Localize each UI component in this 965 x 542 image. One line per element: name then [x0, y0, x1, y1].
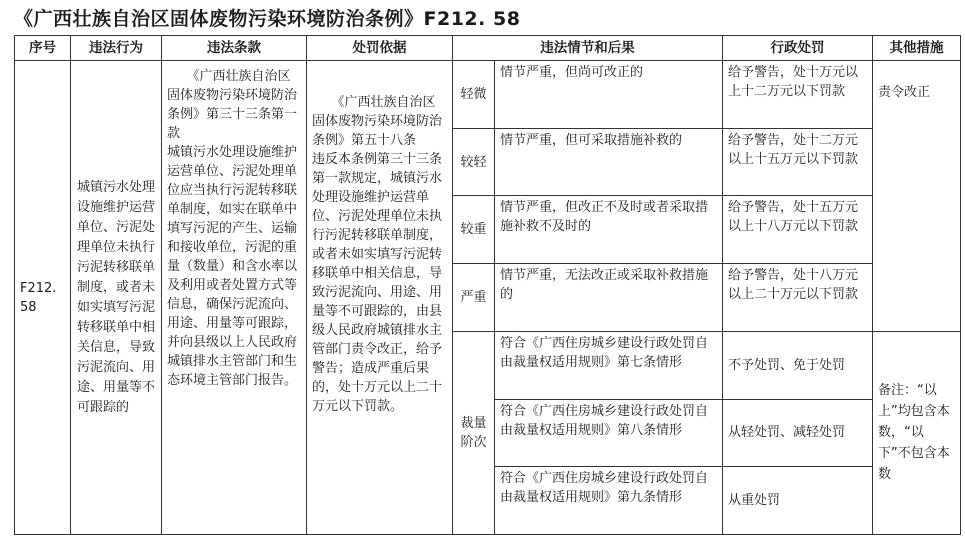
discretion-level-label: 裁量阶次: [453, 331, 495, 534]
level-label: 轻微: [453, 61, 495, 129]
header-circumstance: 违法情节和后果: [453, 36, 723, 61]
header-basis: 处罚依据: [307, 36, 453, 61]
penalty-cell: 给予警告，处十八万元以上二十万元以下罚款: [723, 264, 873, 332]
table-row: [15, 61, 961, 129]
level-label: 较轻: [453, 128, 495, 196]
level-label: 严重: [453, 264, 495, 332]
circumstance-cell: 情节严重，但尚可改正的: [495, 61, 723, 129]
seq-cell: F212. 58: [15, 61, 71, 535]
header-clause: 违法条款: [162, 36, 307, 61]
circumstance-cell: 符合《广西住房城乡建设行政处罚自由裁量权适用规则》第八条情形: [495, 399, 723, 467]
penalty-cell: 从重处罚: [723, 467, 873, 535]
other-measure-cell: 责令改正: [873, 61, 961, 332]
header-behavior: 违法行为: [71, 36, 162, 61]
clause-cell: 《广西壮族自治区固体废物污染环境防治条例》第三十三条第一款 城镇污水处理设施维护运营单位、污泥处理单位应当执行污泥转移联单制度，如实在联单中填写污泥的产生、运输和接收单位，污泥的重量（数量）和含水率以及利用或者处置方式等信息，确保污泥流向、用途、用量等可跟踪，并向县级以上人民政府城镇排水主管部门和生态环境主管部门报告。: [162, 61, 307, 535]
behavior-cell: 城镇污水处理设施维护运营单位、污泥处理单位未执行污泥转移联单制度，或者未如实填写污泥转移联单中相关信息，导致污泥流向、用途、用量等不可跟踪的: [71, 61, 162, 535]
level-label: 较重: [453, 196, 495, 264]
page-title: 《广西壮族自治区固体废物污染环境防治条例》F212. 58: [14, 8, 521, 30]
circumstance-cell: 情节严重，但可采取措施补救的: [495, 128, 723, 196]
penalty-cell: 从轻处罚、减轻处罚: [723, 399, 873, 467]
circumstance-cell: 符合《广西住房城乡建设行政处罚自由裁量权适用规则》第七条情形: [495, 331, 723, 399]
penalty-cell: 不予处罚、免于处罚: [723, 331, 873, 399]
header-seq: 序号: [15, 36, 71, 61]
header-other: 其他措施: [873, 36, 961, 61]
basis-cell: 《广西壮族自治区固体废物污染环境防治条例》第五十八条 违反本条例第三十三条第一款规定，城镇污水处理设施维护运营单位、污泥处理单位未执行污泥转移联单制度，或者未如实填写污泥转移联单中相关信息，导致污泥流向、用途、用量等不可跟踪的，由县级人民政府城镇排水主管部门责令改正，给予警告；造成严重后果的，处十万元以上二十万元以下罚款。: [307, 61, 453, 535]
penalty-cell: 给予警告，处十二万元以上十五万元以下罚款: [723, 128, 873, 196]
penalty-cell: 给予警告，处十五万元以上十八万元以下罚款: [723, 196, 873, 264]
header-penalty: 行政处罚: [723, 36, 873, 61]
penalty-table: [14, 35, 961, 535]
circumstance-cell: 情节严重，无法改正或采取补救措施的: [495, 264, 723, 332]
header-row: [15, 36, 961, 61]
penalty-cell: 给予警告，处十万元以上十二万元以下罚款: [723, 61, 873, 129]
note-cell: 备注：“以上”均包含本数，“以下”不包含本数: [873, 331, 961, 534]
circumstance-cell: 情节严重，但改正不及时或者采取措施补救不及时的: [495, 196, 723, 264]
circumstance-cell: 符合《广西住房城乡建设行政处罚自由裁量权适用规则》第九条情形: [495, 467, 723, 535]
